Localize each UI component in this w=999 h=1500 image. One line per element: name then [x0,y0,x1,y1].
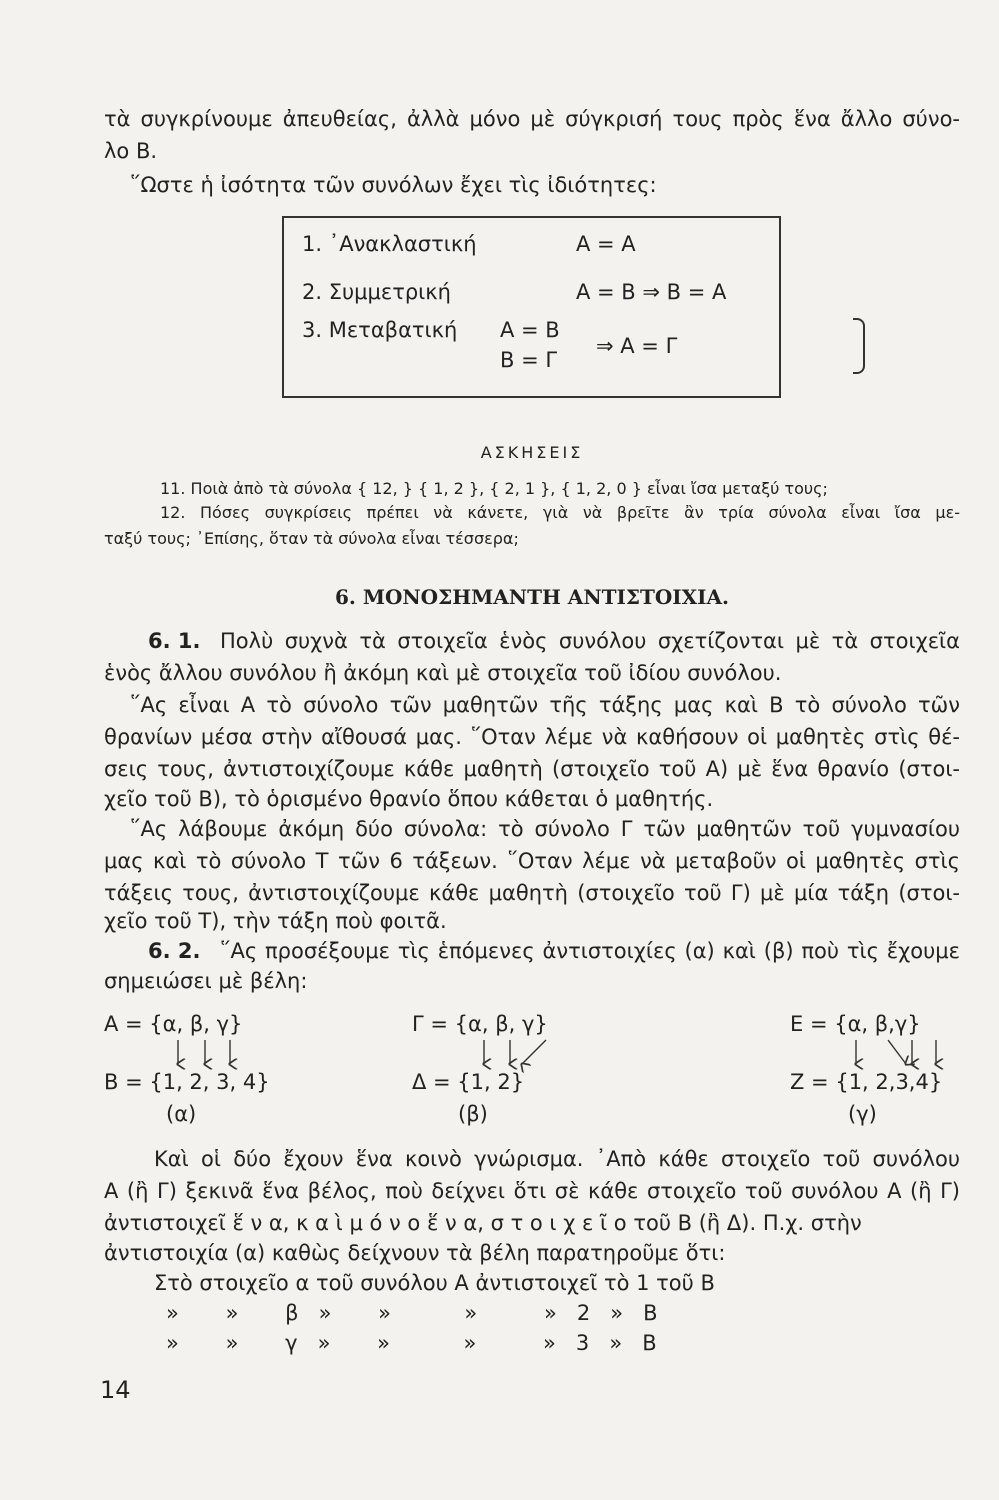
intro-line-1: τὰ συγκρίνουμε ἀπευθείας, ἀλλὰ μόνο μὲ σύγκρισή τους πρὸς ἕνα ἄλλο σύνο- [104,107,960,131]
mapping-c-codomain: Ζ = {1, 2,3,4} [790,1070,943,1094]
mapping-a-codomain: Β = {1, 2, 3, 4} [104,1070,270,1094]
paragraph-3-line-1: ῞Ας λάβουμε ἀκόμη δύο σύνολα: τὸ σύνολο Γ τῶν μαθητῶν τοῦ γυμνασίου [130,817,960,841]
paragraph-2-line-4: χεῖο τοῦ Β), τὸ ὁρισμένο θρανίο ὅπου κάθεται ὁ μαθητής. [104,787,714,811]
paragraph-6-1-num-text: 6. 1. [148,629,201,653]
paragraph-6-2-line-1: ῞Ας προσέξουμε τὶς ἑπόμενες ἀντιστοιχίες (α) καὶ (β) ποὺ τὶς ἔχουμε [220,939,960,963]
mapping-a-domain: Α = {α, β, γ} [104,1012,243,1036]
property-transitive-label: 3. Μεταβατική [302,318,458,342]
mapping-c-label: (γ) [848,1102,877,1126]
exercise-12-line-1: 12. Πόσες συγκρίσεις πρέπει νὰ κάνετε, γιὰ νὰ βρεῖτε ἂν τρία σύνολα εἶναι ἴσα με- [160,503,960,522]
closing-line-7: » » γ » » » » 3 » Β [166,1331,657,1355]
closing-line-5: Στὸ στοιχεῖο α τοῦ συνόλου Α ἀντιστοιχεῖ τὸ 1 τοῦ Β [154,1271,715,1295]
mapping-b-codomain: Δ = {1, 2} [412,1070,525,1094]
property-symmetric-formula: Α = Β ⇒ Β = Α [576,280,727,304]
property-symmetric-label: 2. Συμμετρική [302,280,451,304]
intro-line-3: ῞Ωστε ἡ ἰσότητα τῶν συνόλων ἔχει τὶς ἰδιότητες: [130,173,657,197]
closing-line-3-emphasis: ἀντιστοιχεῖ ἕ ν α, κ α ὶ μ ό ν ο ἕ ν α, σ τ ο ι χ ε ῖ ο [104,1211,627,1235]
mapping-b-domain: Γ = {α, β, γ} [412,1012,548,1036]
closing-line-6: » » β » » » » 2 » Β [166,1301,658,1325]
mapping-c-domain: Ε = {α, β,γ} [790,1012,921,1036]
property-transitive-conclusion: ⇒ Α = Γ [596,334,678,358]
paragraph-2-line-2: θρανίων μέσα στὴν αἴθουσά μας. ῞Οταν λέμε νὰ καθήσουν οἱ μαθητὲς στὶς θέ- [104,725,960,749]
exercise-11: 11. Ποιὰ ἀπὸ τὰ σύνολα { 12, } { 1, 2 }, { 2, 1 }, { 1, 2, 0 } εἶναι ἴσα μεταξύ τους; [160,479,828,498]
closing-line-3 [104,1208,960,1238]
paragraph-3-line-2: μας καὶ τὸ σύνολο Τ τῶν 6 τάξεων. ῞Οταν λέμε νὰ μεταβοῦν οἱ μαθητὲς στὶς [104,849,960,873]
closing-line-3-rest: τοῦ Β (ἢ Δ). Π.χ. στὴν [626,1211,862,1235]
closing-line-2: Α (ἢ Γ) ξεκινᾶ ἕνα βέλος, ποὺ δείχνει ὅτι σὲ κάθε στοιχεῖο τοῦ συνόλου Α (ἢ Γ) [104,1179,960,1203]
paragraph-6-2-line-2: σημειώσει μὲ βέλη: [104,969,308,993]
mapping-a-label: (α) [166,1102,197,1126]
property-reflexive-label: 1. ᾿Ανακλαστική [302,232,477,256]
paragraph-2-line-3: σεις τους, ἀντιστοιχίζουμε κάθε μαθητὴ (στοιχεῖο τοῦ Α) μὲ ἕνα θρανίο (στοι- [104,757,960,781]
paragraph-6-2-num-text: 6. 2. [148,939,201,963]
paragraph-6-1-line-1: Πολὺ συχνὰ τὰ στοιχεῖα ἑνὸς συνόλου σχετίζονται μὲ τὰ στοιχεῖα [220,629,960,653]
paragraph-3-line-3: τάξεις τους, ἀντιστοιχίζουμε κάθε μαθητὴ (στοιχεῖο τοῦ Γ) μὲ μία τάξη (στοι- [104,881,960,905]
paragraph-3-line-4: χεῖο τοῦ Τ), τὴν τάξη ποὺ φοιτᾶ. [104,909,447,933]
page-number: 14 [100,1376,131,1404]
paragraph-2-line-1: ῞Ας εἶναι Α τὸ σύνολο τῶν μαθητῶν τῆς τάξης μας καὶ Β τὸ σύνολο τῶν [130,693,960,717]
mapping-b-label: (β) [458,1102,488,1126]
paragraph-6-1-line-2: ἑνὸς ἄλλου συνόλου ἢ ἀκόμη καὶ μὲ στοιχεῖα τοῦ ἰδίου συνόλου. [104,661,782,685]
property-transitive-premise-2: Β = Γ [500,348,558,372]
closing-line-1: Καὶ οἱ δύο ἔχουν ἕνα κοινὸ γνώρισμα. ᾿Απὸ κάθε στοιχεῖο τοῦ συνόλου [154,1147,960,1171]
property-transitive-premise-1: Α = Β [500,318,560,342]
intro-line-2: λο Β. [104,139,158,163]
section-title: 6. ΜΟΝΟΣΗΜΑΝΤΗ ΑΝΤΙΣΤΟΙΧΙΑ. [334,585,729,609]
property-reflexive-formula: Α = Α [576,232,636,256]
arrow-b-gamma [522,1040,546,1064]
exercises-heading: ΑΣΚΗΣΕΙΣ [480,443,584,462]
arrow-c-beta-1 [888,1040,906,1064]
exercise-12-line-2: ταξύ τους; ᾿Επίσης, ὅταν τὰ σύνολα εἶναι τέσσερα; [104,529,519,548]
closing-line-4: ἀντιστοιχία (α) καθὼς δείχνουν τὰ βέλη παρατηροῦμε ὅτι: [104,1241,726,1265]
